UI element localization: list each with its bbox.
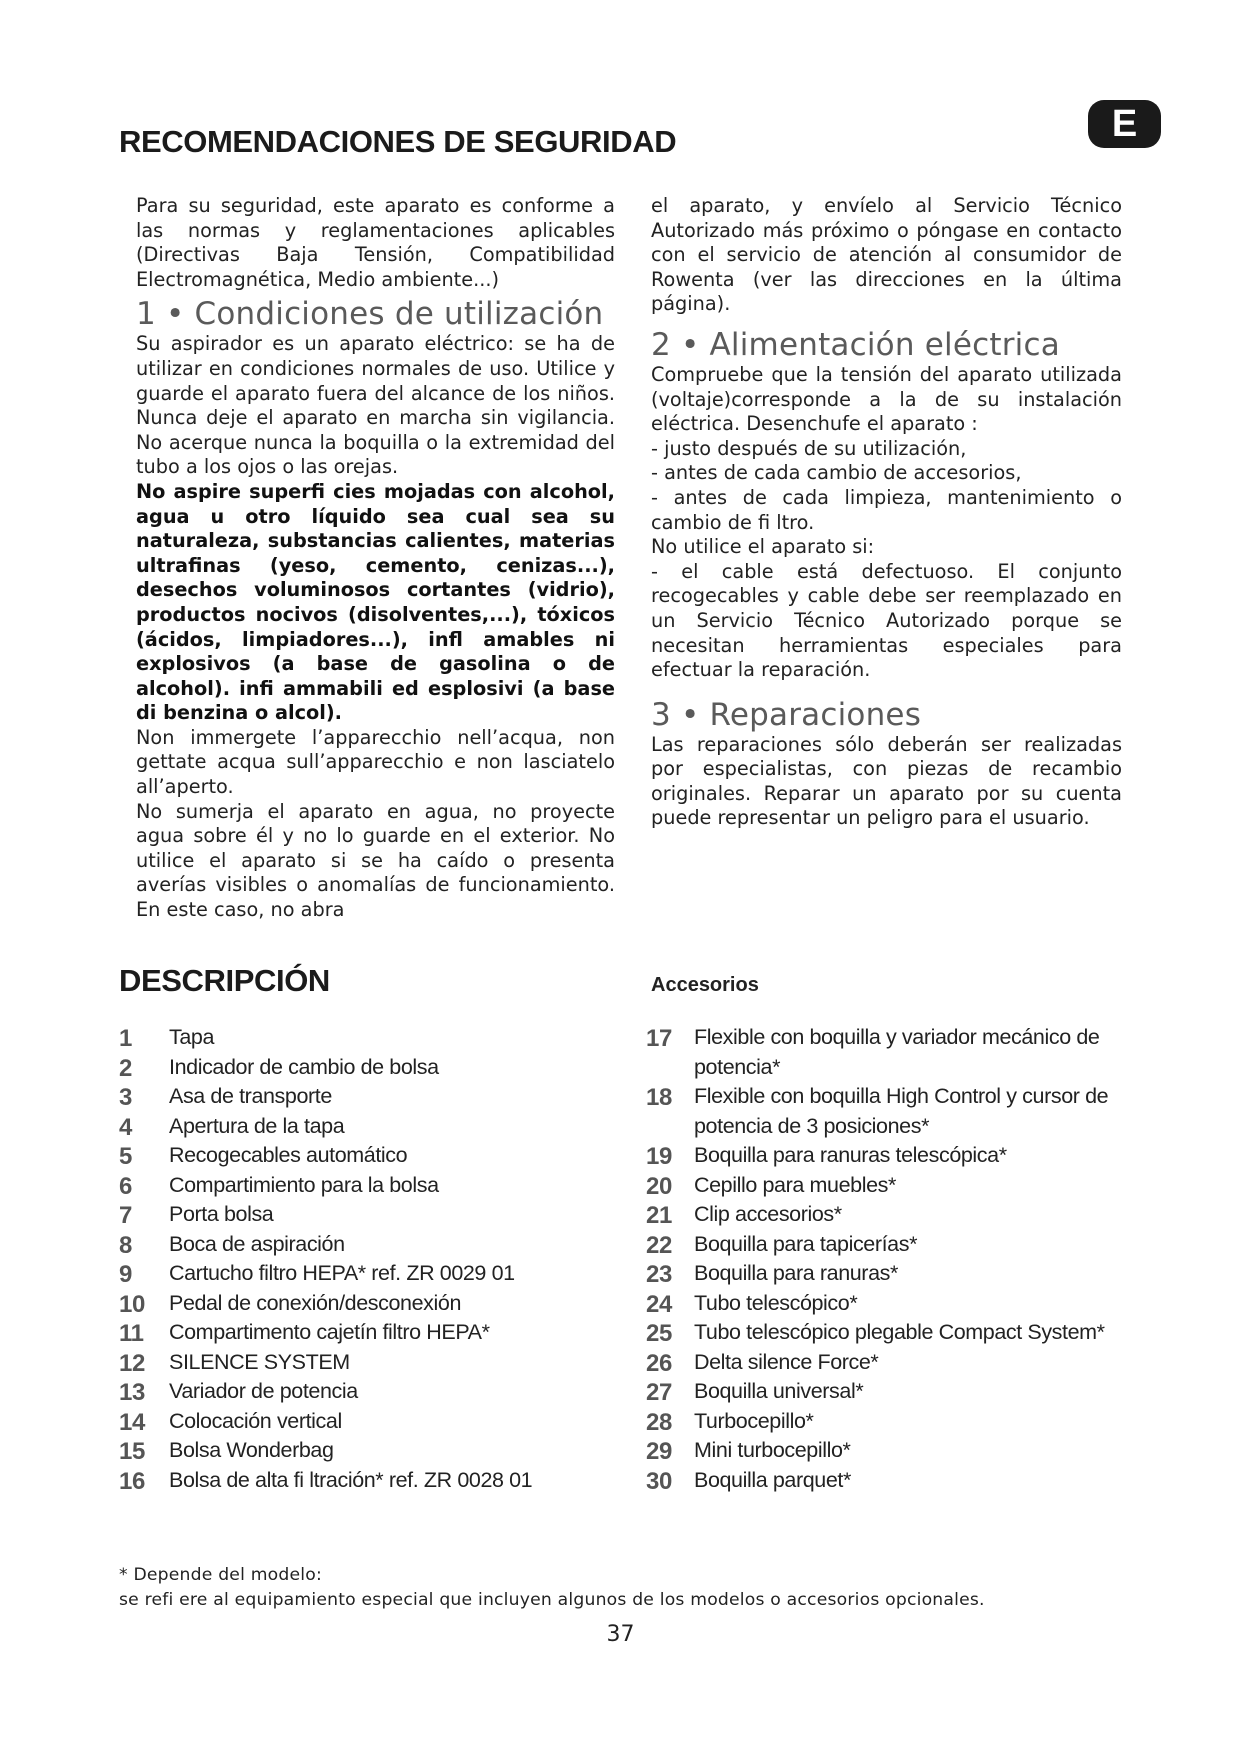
list-item — [646, 1466, 1126, 1496]
accessories-title: Accesorios — [651, 974, 759, 996]
item-label: Bolsa de alta fi ltración* ref. ZR 0028 01 — [169, 1467, 533, 1492]
item-label: Boquilla para tapicerías* — [694, 1231, 918, 1256]
item-number: 30 — [646, 1467, 672, 1495]
description-list — [119, 1023, 599, 1495]
item-label: Flexible con boquilla y variador mecánico de potencia* — [694, 1025, 1100, 1079]
footnote — [119, 1563, 985, 1613]
item-label: Boca de aspiración — [169, 1231, 345, 1256]
list-item — [119, 1200, 599, 1230]
page-number: 37 — [606, 1622, 635, 1647]
item-number: 4 — [119, 1113, 132, 1141]
item-number: 2 — [119, 1054, 132, 1082]
list-item — [646, 1023, 1126, 1082]
list-item — [119, 1141, 599, 1171]
item-label: Boquilla parquet* — [694, 1467, 851, 1492]
list-item — [119, 1436, 599, 1466]
item-label: Cepillo para muebles* — [694, 1172, 896, 1197]
item-label: Cartucho filtro HEPA* ref. ZR 0029 01 — [169, 1261, 515, 1285]
item-number: 9 — [119, 1261, 132, 1288]
list-item — [646, 1200, 1126, 1230]
section-1-warning: No aspire superfi cies mojadas con alcohol, agua u otro líquido sea cual sea su naturaleza, substancias calientes, materias ultrafinas (yeso, cemento, cenizas...), desechos voluminosos cortantes (vidrio), productos nocivos (disolventes,...), tóxicos (ácidos, limpiadores...), infl amables ni explosivos (a base de gasolina o de alcohol). infi ammabili ed esplosivi (a base di benzina o alcol). — [136, 479, 615, 725]
item-number: 18 — [646, 1084, 672, 1111]
item-number: 7 — [119, 1202, 132, 1229]
list-item — [646, 1082, 1126, 1141]
list-item — [646, 1348, 1126, 1378]
item-number: 25 — [646, 1320, 672, 1347]
section-2-heading: 2 • Alimentación eléctrica — [651, 326, 1060, 363]
item-label: Recogecables automático — [169, 1143, 408, 1167]
item-label: Asa de transporte — [169, 1084, 332, 1108]
item-label: Tubo telescópico* — [694, 1290, 858, 1315]
item-label: Tubo telescópico plegable Compact System* — [694, 1320, 1105, 1344]
item-number: 5 — [119, 1143, 132, 1170]
section-2-item: - antes de cada limpieza, mantenimiento o cambio de fi ltro. — [651, 485, 1122, 534]
item-number: 13 — [119, 1379, 145, 1406]
item-label: Mini turbocepillo* — [694, 1438, 851, 1462]
item-number: 16 — [119, 1467, 145, 1495]
section-1-continuation: el aparato, y envíelo al Servicio Técnico Autorizado más próximo o póngase en contacto con el servicio de atención al consumidor de Rowenta (ver las direcciones en la última página). — [651, 194, 1122, 316]
item-number: 17 — [646, 1025, 672, 1052]
section-2-text: Compruebe que la tensión del aparato utilizada (voltaje)corresponde a la de su instalación eléctrica. Desenchufe el aparato : — [651, 362, 1122, 436]
list-item — [119, 1112, 599, 1142]
item-label: SILENCE SYSTEM — [169, 1349, 350, 1374]
item-number: 23 — [646, 1261, 672, 1288]
list-item — [646, 1259, 1126, 1289]
item-label: Tapa — [169, 1025, 215, 1049]
accessories-list — [646, 1023, 1126, 1495]
item-label: Boquilla para ranuras telescópica* — [694, 1143, 1007, 1167]
item-number: 24 — [646, 1290, 672, 1318]
section-2-text-3: - el cable está defectuoso. El conjunto recogecables y cable debe ser reemplazado en un Servicio Técnico Autorizado porque se necesitan herramientas especiales para efectuar la reparación. — [651, 559, 1122, 682]
list-item — [646, 1171, 1126, 1201]
item-label: Indicador de cambio de bolsa — [169, 1054, 439, 1079]
item-label: Boquilla universal* — [694, 1379, 864, 1403]
list-item — [646, 1436, 1126, 1466]
footnote-line-1: * Depende del modelo: — [119, 1565, 322, 1585]
item-number: 27 — [646, 1379, 672, 1406]
item-label: Bolsa Wonderbag — [169, 1438, 334, 1462]
section-2-item: - antes de cada cambio de accesorios, — [651, 461, 1022, 485]
item-label: Compartimiento para la bolsa — [169, 1172, 439, 1197]
item-number: 8 — [119, 1231, 132, 1259]
item-number: 14 — [119, 1408, 145, 1436]
item-label: Pedal de conexión/desconexión — [169, 1290, 462, 1315]
list-item — [646, 1289, 1126, 1319]
list-item — [646, 1407, 1126, 1437]
list-item — [119, 1259, 599, 1289]
safety-right-column — [651, 194, 1122, 831]
item-label: Delta silence Force* — [694, 1349, 879, 1374]
item-number: 22 — [646, 1231, 672, 1259]
item-number: 12 — [119, 1349, 145, 1377]
item-number: 6 — [119, 1172, 132, 1200]
safety-left-column — [136, 194, 615, 923]
item-number: 3 — [119, 1084, 132, 1111]
item-number: 28 — [646, 1408, 672, 1436]
item-label: Boquilla para ranuras* — [694, 1261, 898, 1285]
item-label: Apertura de la tapa — [169, 1113, 345, 1138]
section-3-heading: 3 • Reparaciones — [651, 696, 922, 733]
item-number: 26 — [646, 1349, 672, 1377]
list-item — [119, 1318, 599, 1348]
item-number: 20 — [646, 1172, 672, 1200]
section-1-heading: 1 • Condiciones de utilización — [136, 296, 604, 333]
item-number: 15 — [119, 1438, 145, 1465]
item-label: Compartimento cajetín filtro HEPA* — [169, 1320, 490, 1344]
item-number: 11 — [119, 1320, 144, 1347]
footnote-line-2: se refi ere al equipamiento especial que incluyen algunos de los modelos o accesorios opcionales. — [119, 1590, 985, 1610]
list-item — [119, 1407, 599, 1437]
section-2-text-2: No utilice el aparato si: — [651, 535, 875, 559]
list-item — [119, 1082, 599, 1112]
list-item — [646, 1230, 1126, 1260]
item-label: Porta bolsa — [169, 1202, 274, 1226]
section-2-item: - justo después de su utilización, — [651, 436, 967, 460]
item-number: 19 — [646, 1143, 672, 1170]
item-number: 21 — [646, 1202, 672, 1229]
list-item — [119, 1289, 599, 1319]
section-1-italian-text: Non immergete l’apparecchio nell’acqua, non gettate acqua sull’apparecchio e non lasciatelo all’aperto. — [136, 725, 615, 799]
item-label: Turbocepillo* — [694, 1408, 814, 1433]
language-badge: E — [1088, 100, 1161, 148]
item-number: 10 — [119, 1290, 145, 1318]
item-number: 29 — [646, 1438, 672, 1465]
safety-title: RECOMENDACIONES DE SEGURIDAD — [119, 124, 677, 159]
list-item — [119, 1348, 599, 1378]
section-1-text-2: No sumerja el aparato en agua, no proyecte agua sobre él y no lo guarde en el exterior. No utilice el aparato si se ha caído o presenta averías visibles o anomalías de funcionamiento. En este caso, no abra — [136, 799, 615, 922]
item-label: Flexible con boquilla High Control y cursor de potencia de 3 posiciones* — [694, 1084, 1109, 1138]
description-title: DESCRIPCIÓN — [119, 963, 330, 998]
list-item — [646, 1141, 1126, 1171]
section-1-text: Su aspirador es un aparato eléctrico: se ha de utilizar en condiciones normales de uso. Utilice y guarde el aparato fuera del alcance de los niños. Nunca deje el aparato en marcha sin vigilancia. No acerque nunca la boquilla o la extremidad del tubo a los ojos o las orejas. — [136, 332, 615, 479]
section-3-text: Las reparaciones sólo deberán ser realizadas por especialistas, con piezas de recambio originales. Reparar un aparato por su cuenta puede representar un peligro para el usuario. — [651, 732, 1122, 830]
item-label: Variador de potencia — [169, 1379, 358, 1403]
item-label: Clip accesorios* — [694, 1202, 842, 1226]
list-item — [119, 1171, 599, 1201]
safety-intro: Para su seguridad, este aparato es conforme a las normas y reglamentaciones aplicables (Directivas Baja Tensión, Compatibilidad Electromagnética, Medio ambiente...) — [136, 194, 615, 291]
list-item — [119, 1377, 599, 1407]
list-item — [119, 1023, 599, 1053]
list-item — [119, 1230, 599, 1260]
list-item — [119, 1466, 599, 1496]
list-item — [646, 1377, 1126, 1407]
item-number: 1 — [119, 1025, 132, 1052]
list-item — [119, 1053, 599, 1083]
item-label: Colocación vertical — [169, 1408, 342, 1433]
list-item — [646, 1318, 1126, 1348]
